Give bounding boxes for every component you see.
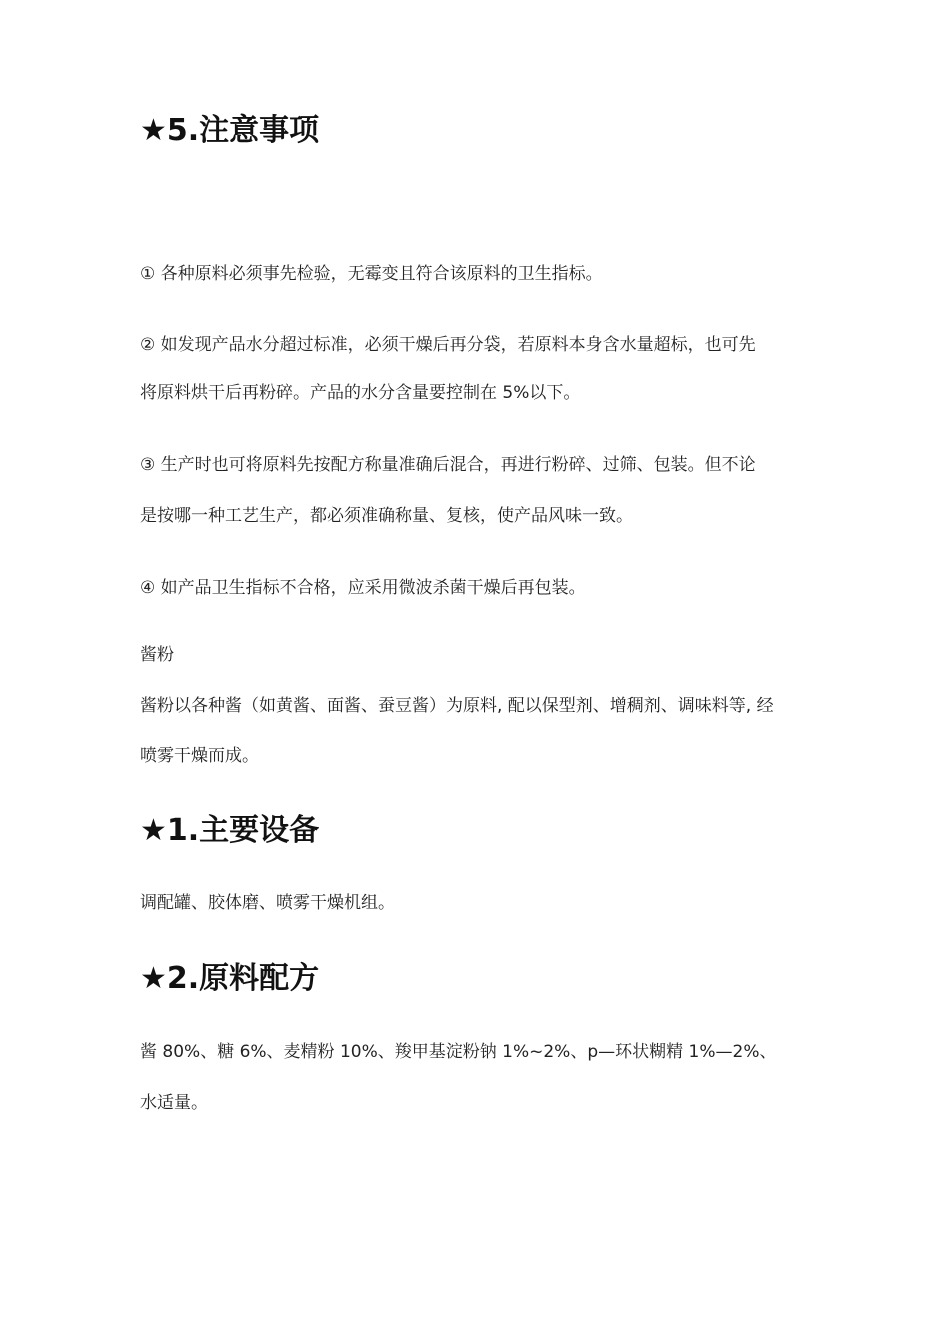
- precaution-item-3-line-2: 是按哪一种工艺生产，都必须准确称量、复核，使产品风味一致。: [140, 506, 633, 526]
- formula-line-1: 酱 80%、糖 6%、麦精粉 10%、羧甲基淀粉钠 1%~2%、p—环状糊精 1%—2%、: [140, 1042, 777, 1062]
- sauce-powder-intro-line-1: 酱粉以各种酱（如黄酱、面酱、蚕豆酱）为原料, 配以保型剂、增稠剂、调味料等, 经: [140, 696, 774, 716]
- equipment-text: 调配罐、胶体磨、喷雾干燥机组。: [140, 893, 395, 913]
- precaution-item-4: ④ 如产品卫生指标不合格，应采用微波杀菌干燥后再包装。: [140, 578, 586, 598]
- heading-formula: ★2.原料配方: [140, 961, 320, 996]
- formula-line-2: 水适量。: [140, 1093, 208, 1113]
- sauce-powder-title: 酱粉: [140, 645, 174, 665]
- sauce-powder-intro-line-2: 喷雾干燥而成。: [140, 746, 259, 766]
- precaution-item-2-line-1: ② 如发现产品水分超过标准，必须干燥后再分袋，若原料本身含水量超标，也可先: [140, 335, 756, 355]
- heading-precautions: ★5.注意事项: [140, 113, 320, 148]
- precaution-item-3-line-1: ③ 生产时也可将原料先按配方称量准确后混合，再进行粉碎、过筛、包装。但不论: [140, 455, 756, 475]
- precaution-item-2-line-2: 将原料烘干后再粉碎。产品的水分含量要控制在 5%以下。: [140, 383, 581, 403]
- precaution-item-1: ① 各种原料必须事先检验，无霉变且符合该原料的卫生指标。: [140, 264, 603, 284]
- heading-equipment: ★1.主要设备: [140, 813, 320, 848]
